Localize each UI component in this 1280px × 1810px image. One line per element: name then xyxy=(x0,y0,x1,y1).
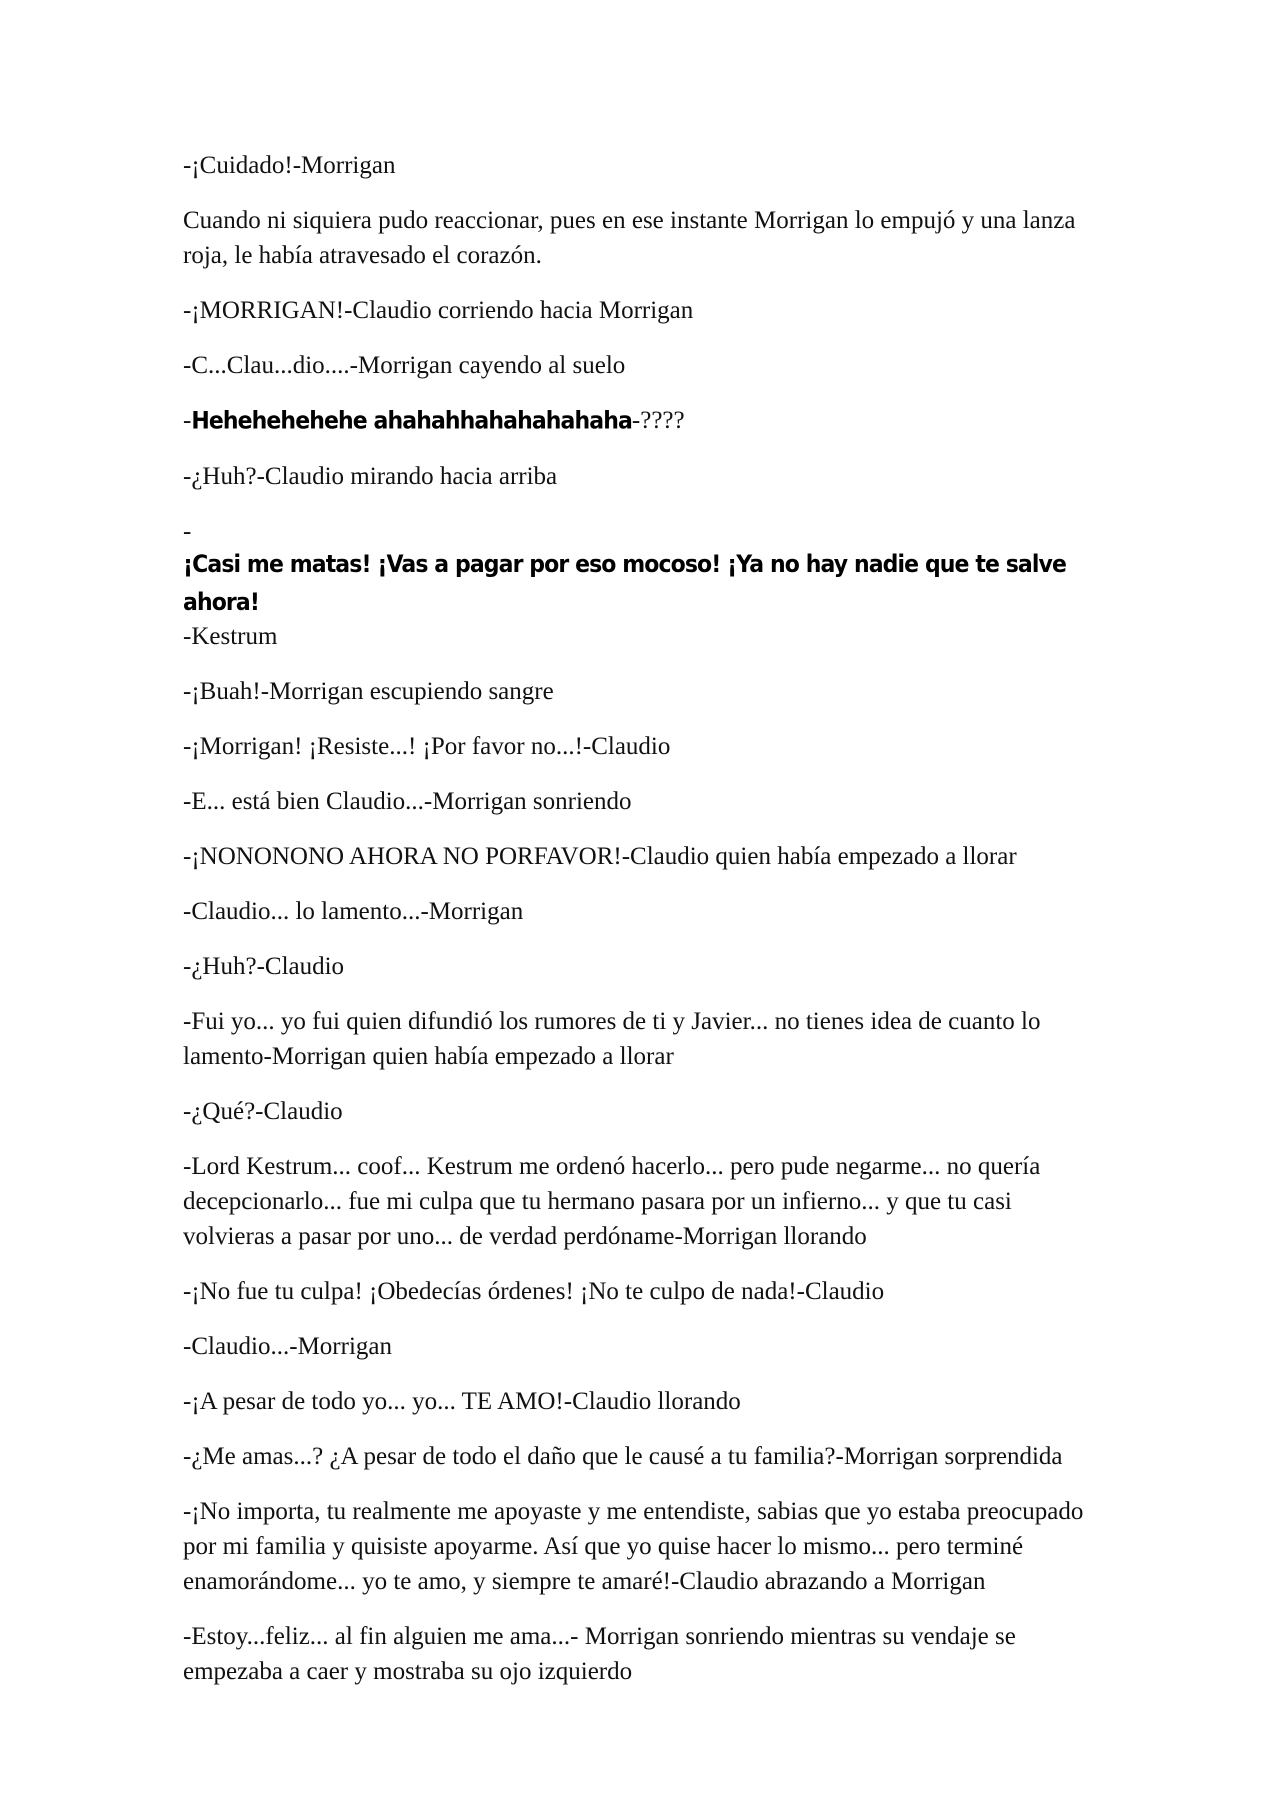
paragraph: -¡MORRIGAN!-Claudio corriendo hacia Morrigan xyxy=(183,297,694,324)
bold-shout-text: Hehehehehehe ahahahhahahahahaha xyxy=(191,408,632,435)
paragraph: -¡Morrigan! ¡Resiste...! ¡Por favor no...!-Claudio xyxy=(183,733,671,760)
paragraph: -¿Qué?-Claudio xyxy=(183,1098,343,1125)
paragraph: -Estoy...feliz... al fin alguien me ama...- Morrigan sonriendo mientras su vendaje se empezaba a caer y mostraba su ojo izquierdo xyxy=(183,1623,1016,1685)
speaker-tag: -???? xyxy=(631,407,685,434)
speaker-tag: -Kestrum xyxy=(183,623,278,650)
dialogue-dash: - xyxy=(183,518,192,545)
paragraph: -¿Huh?-Claudio xyxy=(183,953,345,980)
paragraph: Cuando ni siquiera pudo reaccionar, pues en ese instante Morrigan lo empujó y una lanza roja, le había atravesado el corazón. xyxy=(183,207,1076,269)
paragraph: -¿Me amas...? ¿A pesar de todo el daño que le causé a tu familia?-Morrigan sorprendida xyxy=(183,1443,1063,1470)
paragraph: -¡NONONONO AHORA NO PORFAVOR!-Claudio quien había empezado a llorar xyxy=(183,843,1017,870)
paragraph: -Fui yo... yo fui quien difundió los rumores de ti y Javier... no tienes idea de cuanto lo lamento-Morrigan quien había empezado a llorar xyxy=(183,1008,1041,1070)
paragraph: -Lord Kestrum... coof... Kestrum me ordenó hacerlo... pero pude negarme... no quería decepcionarlo... fue mi culpa que tu hermano pasara por un infierno... y que tu casi volvieras a pasar por uno... de verdad perdóname-Morrigan llorando xyxy=(183,1153,1041,1250)
paragraph: -Claudio...-Morrigan xyxy=(183,1333,392,1360)
paragraph: -¿Huh?-Claudio mirando hacia arriba xyxy=(183,463,558,490)
paragraph: -Claudio... lo lamento...-Morrigan xyxy=(183,898,524,925)
paragraph: -¡Buah!-Morrigan escupiendo sangre xyxy=(183,678,554,705)
document-body xyxy=(183,148,1103,1709)
dialogue-dash: - xyxy=(183,407,192,434)
paragraph: -E... está bien Claudio...-Morrigan sonriendo xyxy=(183,788,632,815)
paragraph-emphasis xyxy=(183,514,1103,654)
paragraph-emphasis xyxy=(183,403,1103,439)
paragraph: -¡A pesar de todo yo... yo... TE AMO!-Claudio llorando xyxy=(183,1388,741,1415)
paragraph: -¡Cuidado!-Morrigan xyxy=(183,152,396,179)
paragraph: -¡No importa, tu realmente me apoyaste y me entendiste, sabias que yo estaba preocupado por mi familia y quisiste apoyarme. Así que yo quise hacer lo mismo... pero terminé enamorándome... yo te amo, y siempre te amaré!-Claudio abrazando a Morrigan xyxy=(183,1498,1084,1595)
paragraph: -C...Clau...dio....-Morrigan cayendo al suelo xyxy=(183,352,626,379)
paragraph: -¡No fue tu culpa! ¡Obedecías órdenes! ¡No te culpo de nada!-Claudio xyxy=(183,1278,885,1305)
bold-shout-text: ¡Casi me matas! ¡Vas a pagar por eso mocoso! ¡Ya no hay nadie que te salve ahora! xyxy=(183,551,1066,617)
